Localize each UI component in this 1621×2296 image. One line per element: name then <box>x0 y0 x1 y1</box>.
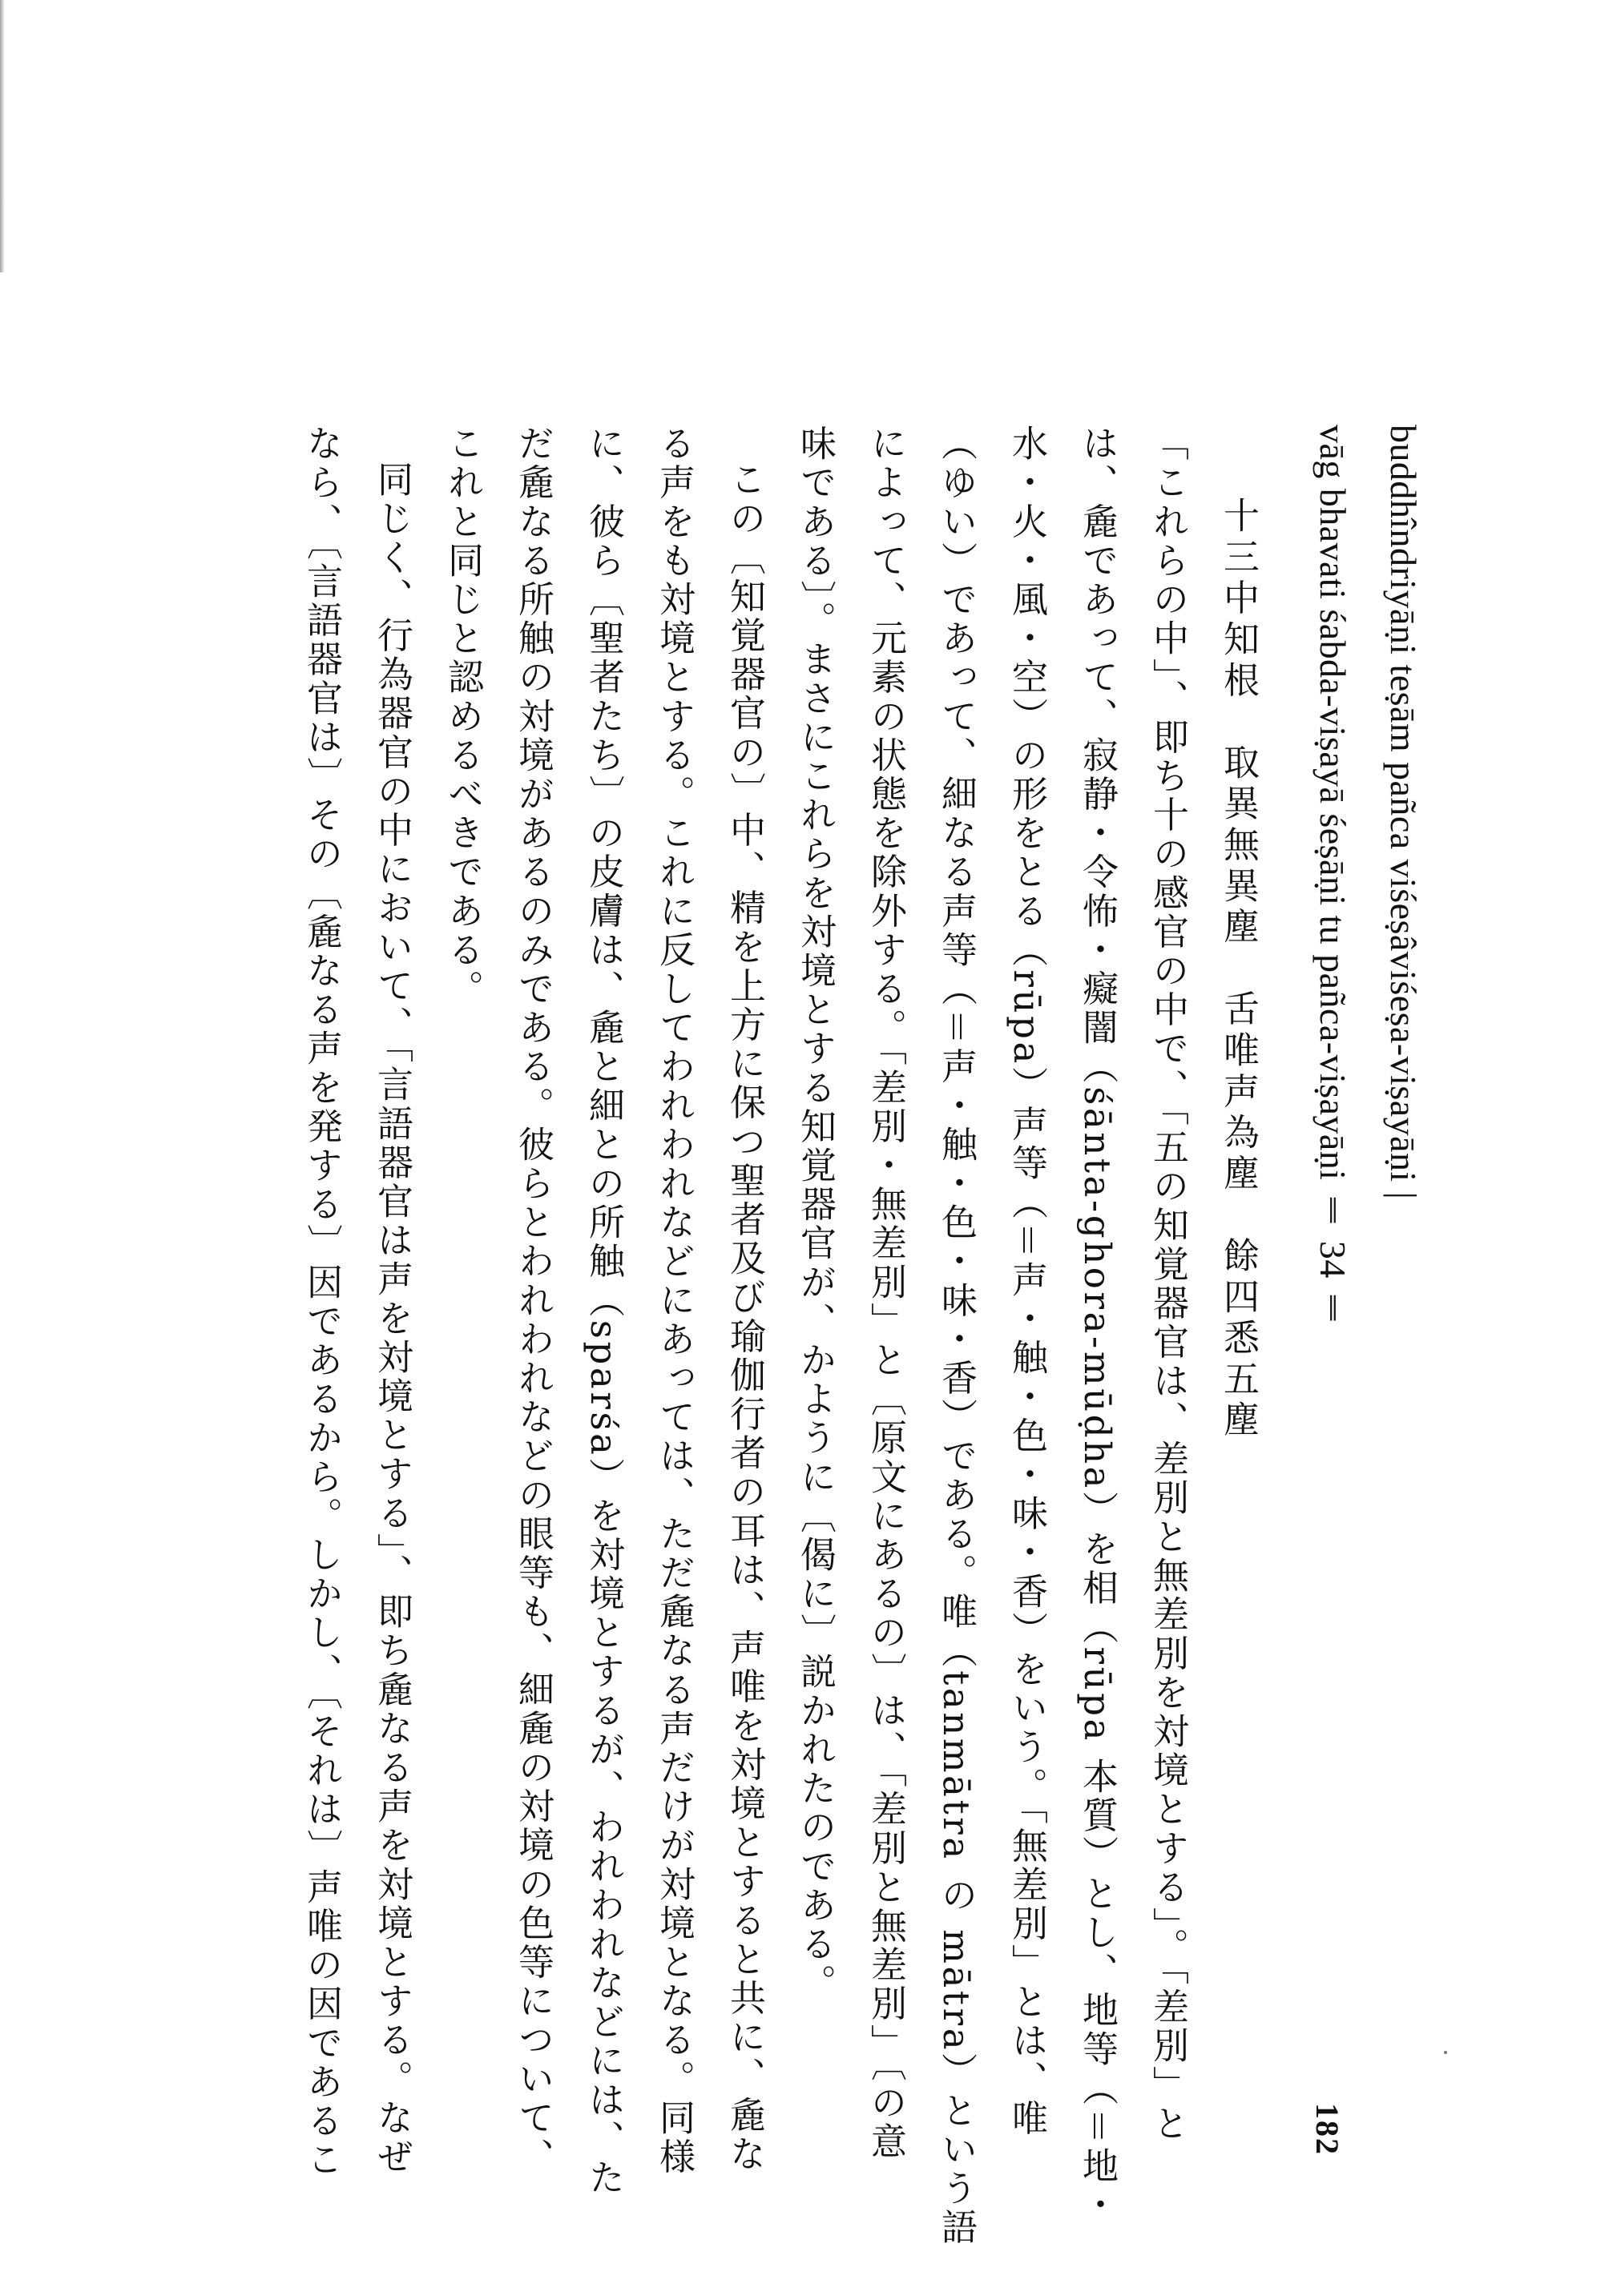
body-line-9: に、彼ら〔聖者たち〕の皮膚は、麁と細との所触（sparśa）を対境とするが、われわれなどには、た <box>583 425 625 2197</box>
page-number: 182 <box>1309 2103 1345 2156</box>
body-line-1: 「これらの中」、即ち十の感官の中で、「五の知覚器官は、差別と無差別を対境とする」。「差別」と <box>1147 425 1189 2144</box>
body-line-5: によって、元素の状態を除外する。「差別・無差別」と〔原文にあるの〕は、「差別と無差別」〔の意 <box>865 425 907 2162</box>
print-mark <box>1444 2051 1447 2054</box>
body-line-11: これと同じと認めるべきである。 <box>442 425 484 1009</box>
body-line-13: なら、〔言語器官は〕その〔麁なる声を発する〕因であるから。しかし、〔それは〕声唯の因であるこ <box>300 425 343 2180</box>
body-line-6: 味である〕。まさにこれらを対境とする知覚器官が、かように〔偈に〕説かれたのである。 <box>794 425 837 2004</box>
body-line-10: だ麁なる所触の対境があるのみである。彼らとわれわれなどの眼等も、細麁の対境の色等について、 <box>512 425 554 2177</box>
verse-chinese-translation: 十三中知根 取異無異塵 舌唯声為塵 餘四悉五塵 <box>1217 497 1260 1442</box>
body-line-8: る声をも対境とする。これに反してわれわれなどにあっては、ただ麁なる声だけが対境となる。同様 <box>653 425 696 2177</box>
body-line-7: この〔知覚器官の〕中、精を上方に保つ聖者及び瑜伽行者の耳は、声唯を対境とすると共に、麁な <box>724 461 766 2174</box>
binding-edge-shadow <box>0 0 5 272</box>
body-line-2: は、麁であって、寂静・令怖・癡闇（śānta-ghora-mūḍha）を相（rūpa 本質）とし、地等（＝地・ <box>1076 425 1119 2226</box>
verse-sanskrit-line-1: buddhîndriyāṇi teṣām pañca viśeṣâviśeṣa-viṣayāṇi | <box>1383 425 1424 1200</box>
body-line-4: （ゆい）であって、細なる声等（＝声・触・色・味・香）である。唯（tanmātra の mātra）という語 <box>935 425 978 2248</box>
body-line-12: 同じく、行為器官の中において、「言語器官は声を対境とする」、即ち麁なる声を対境とする。なぜ <box>371 461 413 2177</box>
vertical-text-block <box>286 425 1438 2248</box>
body-line-3: 水・火・風・空）の形をとる（rūpa）声等（＝声・触・色・味・香）をいう。「無差別」とは、唯 <box>1006 425 1048 2139</box>
verse-sanskrit-line-2: vāg bhavati śabda-viṣayā śeṣāṇi tu pañca-viṣayāṇi ‖ 34 ‖ <box>1313 425 1353 1330</box>
